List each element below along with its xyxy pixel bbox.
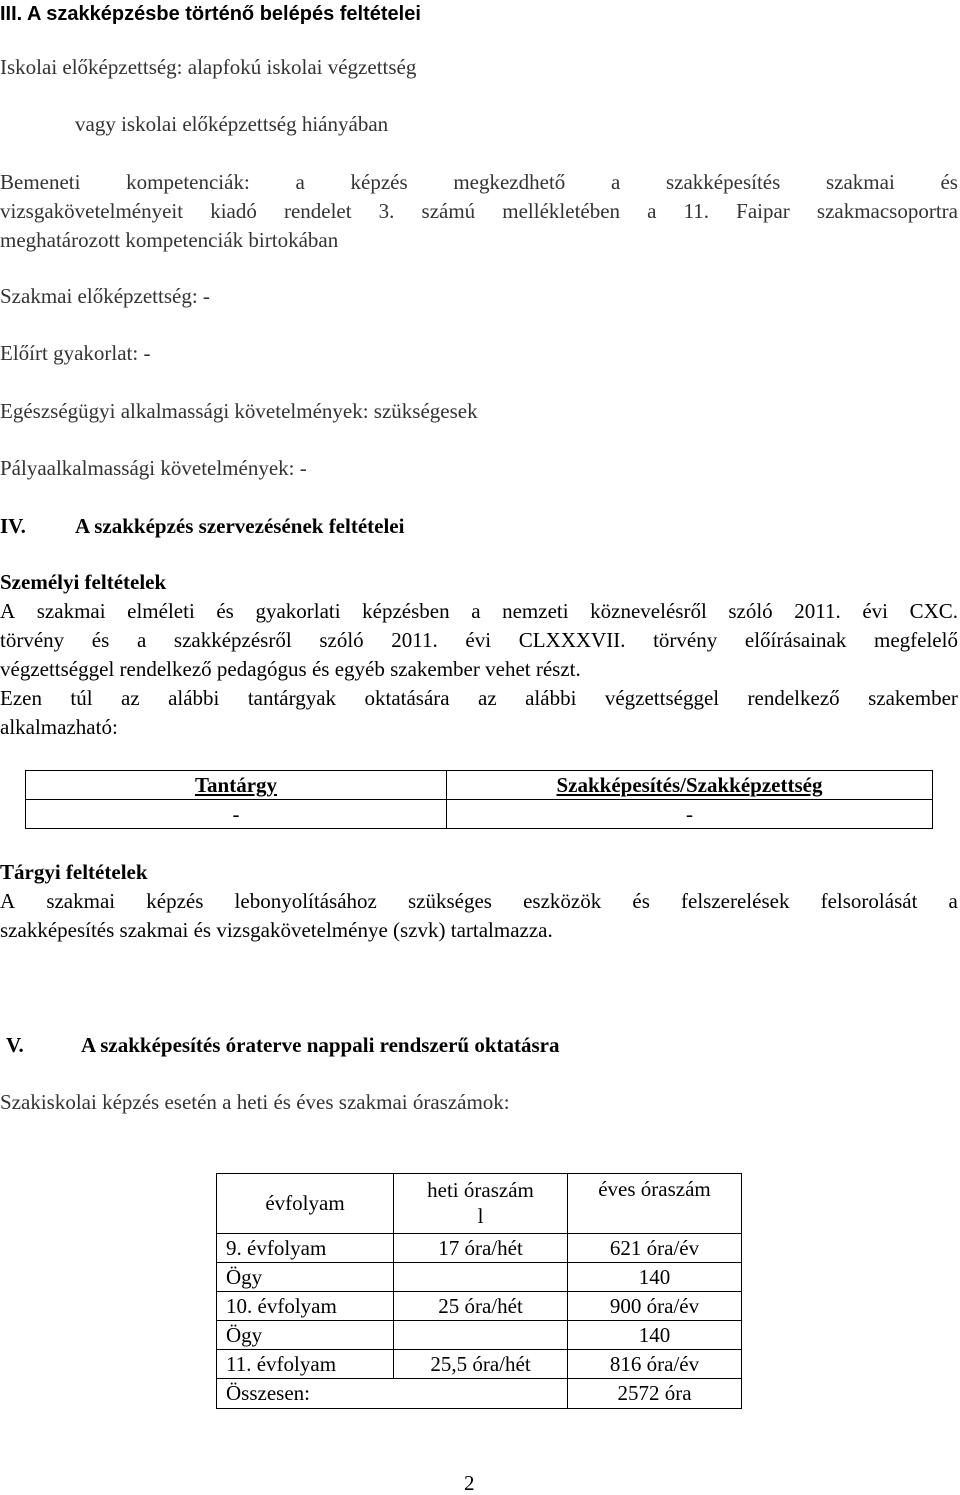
heti-oraszam-header: [394, 1174, 568, 1234]
word: megkezdhető: [453, 170, 566, 194]
szemelyi-line-2: [0, 630, 958, 651]
tantargy-cell: -: [26, 800, 447, 829]
word: az: [478, 686, 497, 710]
word: kiadó: [210, 199, 257, 223]
total-label-cell: Összesen:: [217, 1379, 568, 1409]
elokepzettseg-alternative: vagy iskolai előképzettség hiányában: [75, 112, 389, 136]
word: CLXXXVII.: [518, 628, 626, 652]
word: előírásainak: [744, 628, 847, 652]
section-5-title: A szakképesítés óraterve nappali rendszerű oktatásra: [81, 1033, 560, 1057]
ezen-line-1: [0, 688, 958, 709]
word: oktatására: [364, 686, 450, 710]
section-3-title: III. A szakképzésbe történő belépés feltételei: [0, 3, 421, 25]
szakmai-elokepzettseg: Szakmai előképzettség: -: [0, 284, 210, 308]
row-evfolyam-cell: 11. évfolyam: [217, 1350, 394, 1379]
word: felszerelések: [681, 889, 790, 913]
word: túl: [70, 686, 93, 710]
word: és: [91, 628, 110, 652]
word: számú: [421, 199, 476, 223]
targyi-line-1: [0, 891, 958, 912]
word: alábbi: [525, 686, 577, 710]
word: szakképesítés: [665, 170, 781, 194]
row-heti-cell: 25 óra/hét: [394, 1292, 568, 1321]
row-evfolyam-cell: 10. évfolyam: [217, 1292, 394, 1321]
eves-oraszam-header: éves óraszám: [568, 1174, 742, 1234]
word: rendelet: [283, 199, 352, 223]
word: a: [471, 599, 481, 623]
heti-oraszam-header-line-1: heti óraszám: [427, 1178, 534, 1203]
bemeneti-line-3: meghatározott kompetenciák birtokában: [0, 228, 339, 252]
word: a: [948, 889, 958, 913]
word: rendelkező: [747, 686, 840, 710]
word: 11.: [683, 199, 710, 223]
row-evfolyam-cell: Ögy: [217, 1321, 394, 1350]
word: és: [940, 170, 958, 194]
palyaalkalmassagi-kovetelmenyek: Pályaalkalmassági követelmények: -: [0, 456, 307, 480]
word: alábbi: [168, 686, 220, 710]
szemelyi-line-3: végzettséggel rendelkező pedagógus és egyéb szakember vehet részt.: [0, 657, 581, 681]
word: szakmai: [46, 889, 116, 913]
word: évi: [465, 628, 492, 652]
word: szóló: [319, 628, 364, 652]
word: Faipar: [736, 199, 790, 223]
word: képzés: [350, 170, 408, 194]
word: szakmai: [825, 170, 895, 194]
row-heti-cell: [394, 1263, 568, 1292]
word: törvény: [653, 628, 718, 652]
word: felsorolását: [820, 889, 918, 913]
word: évi: [862, 599, 888, 623]
targyi-line-2: szakképesítés szakmai és vizsgakövetelménye (szvk) tartalmazza.: [0, 918, 553, 942]
row-evfolyam-cell: 9. évfolyam: [217, 1234, 394, 1263]
word: és: [632, 889, 650, 913]
row-evfolyam-cell: Ögy: [217, 1263, 394, 1292]
word: törvény: [0, 628, 65, 652]
bemeneti-line-1: [0, 172, 958, 193]
word: végzettséggel: [604, 686, 720, 710]
page-number: 2: [464, 1471, 475, 1495]
oraterv-table: [216, 1173, 742, 1409]
szakkepesites-cell: -: [447, 800, 933, 829]
word: és: [216, 599, 234, 623]
row-eves-cell: 900 óra/év: [568, 1292, 742, 1321]
eloirt-gyakorlat: Előírt gyakorlat: -: [0, 341, 151, 365]
word: elméleti: [127, 599, 195, 623]
szakkepesites-header: Szakképesítés/Szakképzettség: [447, 771, 933, 800]
section-4-number: IV.: [0, 514, 26, 538]
word: eszközök: [523, 889, 602, 913]
word: szóló: [728, 599, 773, 623]
word: képzésben: [362, 599, 450, 623]
section-5-intro: Szakiskolai képzés esetén a heti és éves szakmai óraszámok:: [0, 1090, 510, 1114]
word: lebonyolításához: [234, 889, 377, 913]
word: a: [647, 199, 657, 223]
tantargy-header: Tantárgy: [26, 771, 447, 800]
tantargy-table: [25, 770, 933, 829]
word: a: [295, 170, 305, 194]
bemeneti-line-2: [0, 201, 958, 222]
word: mellékletében: [502, 199, 621, 223]
word: A: [0, 599, 16, 623]
word: a: [136, 628, 147, 652]
word: nemzeti: [502, 599, 569, 623]
word: 3.: [378, 199, 395, 223]
word: szakmai: [36, 599, 106, 623]
szemelyi-line-1: [0, 601, 958, 622]
evfolyam-header: évfolyam: [217, 1174, 394, 1234]
word: A: [0, 889, 16, 913]
row-eves-cell: 621 óra/év: [568, 1234, 742, 1263]
ezen-line-2: alkalmazható:: [0, 715, 118, 739]
word: CXC.: [909, 599, 958, 623]
word: kompetenciák:: [126, 170, 250, 194]
word: 2011.: [794, 599, 841, 623]
word: tantárgyak: [247, 686, 337, 710]
egeszsegugyi-kovetelmenyek: Egészségügyi alkalmassági követelmények: szükségesek: [0, 399, 478, 423]
section-4-title: A szakképzés szervezésének feltételei: [75, 514, 405, 538]
total-value-cell: 2572 óra: [568, 1379, 742, 1409]
word: köznevelésről: [590, 599, 707, 623]
row-heti-cell: [394, 1321, 568, 1350]
word: szakember: [868, 686, 958, 710]
section-5-number: V.: [6, 1033, 24, 1057]
row-eves-cell: 816 óra/év: [568, 1350, 742, 1379]
word: képzés: [146, 889, 204, 913]
word: 2011.: [391, 628, 438, 652]
word: szakképzésről: [173, 628, 292, 652]
targyi-feltetelek-heading: Tárgyi feltételek: [0, 860, 148, 884]
szemelyi-feltetelek-heading: Személyi feltételek: [0, 570, 167, 594]
heti-oraszam-header-line-2: l: [477, 1203, 484, 1228]
word: a: [610, 170, 621, 194]
word: vizsgakövetelményeit: [0, 199, 184, 223]
word: az: [121, 686, 140, 710]
word: gyakorlati: [255, 599, 341, 623]
word: Bemeneti: [0, 170, 81, 194]
word: megfelelő: [873, 628, 958, 652]
row-heti-cell: 17 óra/hét: [394, 1234, 568, 1263]
iskolai-elokepzettseg: Iskolai előképzettség: alapfokú iskolai végzettség: [0, 55, 417, 79]
word: Ezen: [0, 686, 42, 710]
word: szükséges: [407, 889, 492, 913]
row-eves-cell: 140: [568, 1263, 742, 1292]
row-eves-cell: 140: [568, 1321, 742, 1350]
word: szakmacsoportra: [816, 199, 958, 223]
row-heti-cell: 25,5 óra/hét: [394, 1350, 568, 1379]
